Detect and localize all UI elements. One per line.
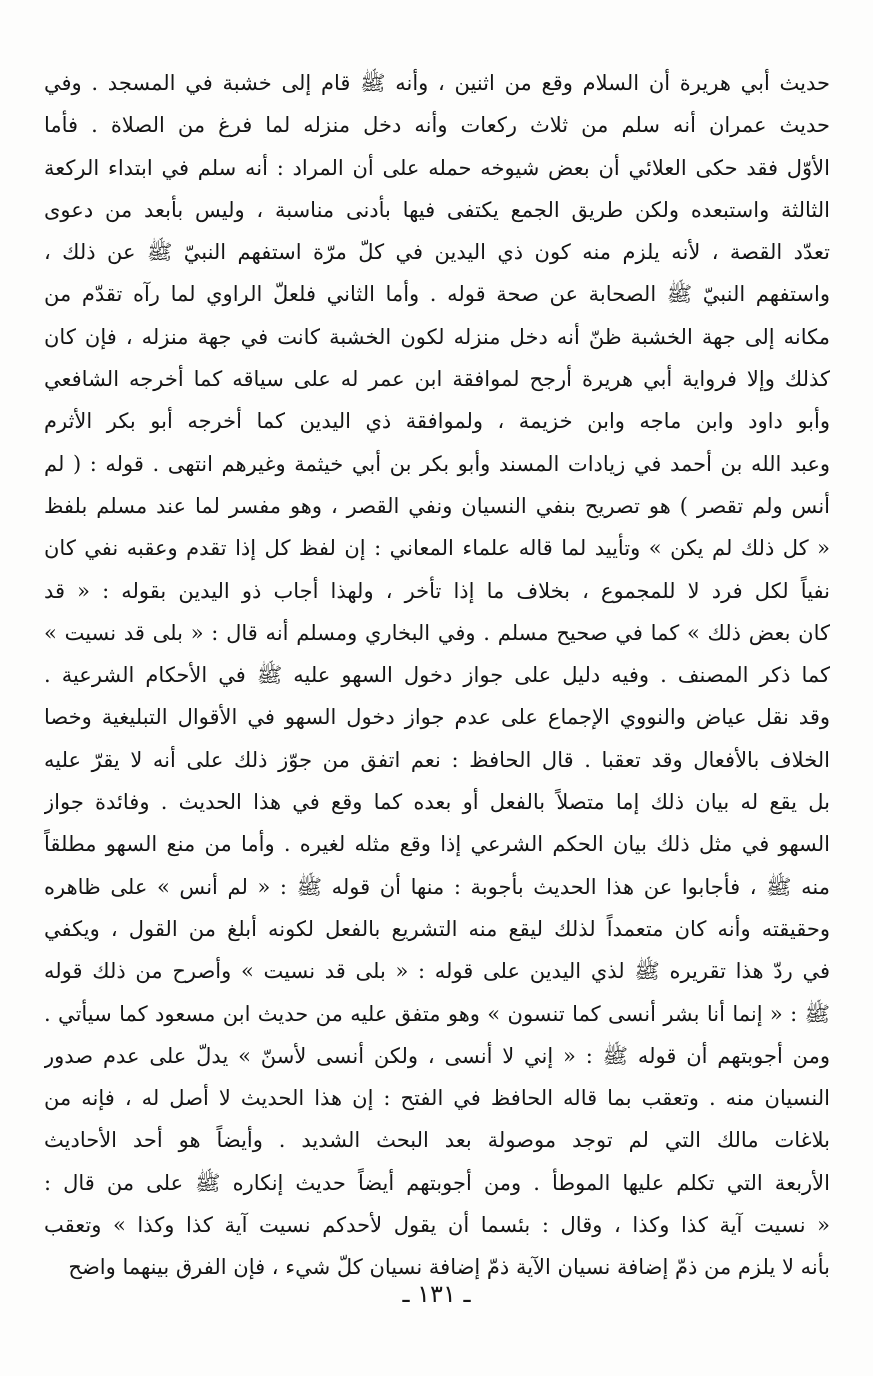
page-number: ـ ١٣١ ـ (402, 1280, 471, 1308)
text-line: الأوّل فقد حكى العلائي أن بعض شيوخه حمله على أن المراد : أنه سلم في ابتداء الركعة (44, 155, 830, 180)
text-line: في ردّ هذا تقريره ﷺ لذي اليدين على قوله : « بلى قد نسيت » وأصرح من ذلك قوله (44, 959, 830, 984)
text-line: حديث عمران أنه سلم من ثلاث ركعات وأنه دخل منزله لما فرغ من الصلاة . فأما (44, 113, 830, 138)
text-line: ﷺ : « إنما أنا بشر أنسى كما تنسون » وهو متفق عليه من حديث ابن مسعود كما سيأتي . (44, 1001, 830, 1026)
text-line: كذلك وإلا فرواية أبي هريرة أرجح لموافقة ابن عمر له على سياقه كما أخرجه الشافعي (44, 367, 830, 392)
text-line: وعبد الله بن أحمد في زيادات المسند وأبو بكر بن أبي خيثمة وغيرهم انتهى . قوله : ( لم (44, 451, 830, 476)
text-line: واستفهم النبيّ ﷺ الصحابة عن صحة قوله . وأما الثاني فلعلّ الراوي لما رآه تقدّم من (44, 282, 830, 307)
text-line: السهو في مثل ذلك بيان الحكم الشرعي إذا وقع مثله لغيره . وأما من منع السهو مطلقاً (44, 832, 830, 857)
text-line: النسيان منه . وتعقب بما قاله الحافظ في الفتح : إن هذا الحديث لا أصل له ، فإنه من (44, 1086, 830, 1111)
text-line: وحقيقته وأنه كان متعمداً لذلك ليقع منه التشريع بالفعل لكونه أبلغ من القول ، ويكفي (44, 916, 830, 941)
text-line: حديث أبي هريرة أن السلام وقع من اثنين ، وأنه ﷺ قام إلى خشبة في المسجد . وفي (44, 71, 830, 95)
text-line: كما ذكر المصنف . وفيه دليل على جواز دخول السهو عليه ﷺ في الأحكام الشرعية . (44, 663, 830, 688)
text-line: الخلاف بالأفعال وقد تعقبا . قال الحافظ : نعم اتفق من جوّز ذلك على أنه لا يقرّ عليه (44, 747, 830, 772)
body-text (44, 62, 830, 1289)
text-line: كان بعض ذلك » كما في صحيح مسلم . وفي البخاري ومسلم أنه قال : « بلى قد نسيت » (44, 620, 830, 645)
text-line: الأربعة التي تكلم عليها الموطأ . ومن أجوبتهم أيضاً حديث إنكاره ﷺ على من قال : (44, 1170, 830, 1195)
text-line: الثالثة واستبعده ولكن طريق الجمع يكتفى فيها بأدنى مناسبة ، وليس بأبعد من دعوى (44, 197, 830, 222)
text-line: بل يقع له بيان ذلك إما متصلاً بالفعل أو بعده كما وقع في هذا الحديث . وفائدة جواز (44, 790, 830, 815)
text-line: أنس ولم تقصر ) هو تصريح بنفي النسيان ونفي القصر ، وهو مفسر لما عند مسلم بلفظ (44, 493, 830, 518)
text-line: منه ﷺ ، فأجابوا عن هذا الحديث بأجوبة : منها أن قوله ﷺ : « لم أنس » على ظاهره (44, 874, 830, 899)
text-line: وقد نقل عياض والنووي الإجماع على عدم جواز دخول السهو في الأقوال التبليغية وخصا (44, 705, 830, 730)
text-line: « نسيت آية كذا وكذا ، وقال : بئسما أن يقول لأحدكم نسيت آية كذا وكذا » وتعقب (44, 1213, 830, 1238)
text-line: « كل ذلك لم يكن » وتأييد لما قاله علماء المعاني : إن لفظ كل إذا تقدم وعقبه نفي كان (44, 536, 830, 561)
text-line: مكانه إلى جهة الخشبة ظنّ أنه دخل منزله لكون الخشبة كانت في جهة منزله ، فإن كان (44, 324, 830, 349)
text-line: وأبو داود وابن ماجه وابن خزيمة ، ولموافقة ذي اليدين كما أخرجه أبو بكر الأثرم (44, 409, 830, 434)
text-line: بلاغات مالك التي لم توجد موصولة بعد البحث الشديد . وأيضاً هو أحد الأحاديث (44, 1128, 830, 1153)
text-line: بأنه لا يلزم من ذمّ إضافة نسيان الآية ذمّ إضافة نسيان كلّ شيء ، فإن الفرق بينهما واضح (68, 1255, 830, 1280)
text-line: نفياً لكل فرد لا للمجموع ، بخلاف ما إذا تأخر ، ولهذا أجاب ذو اليدين بقوله : « قد (44, 578, 830, 603)
text-line: ومن أجوبتهم أن قوله ﷺ : « إني لا أنسى ، ولكن أنسى لأسنّ » يدلّ على عدم صدور (44, 1043, 830, 1068)
text-line: تعدّد القصة ، لأنه يلزم منه كون ذي اليدين في كلّ مرّة استفهم النبيّ ﷺ عن ذلك ، (44, 240, 830, 265)
